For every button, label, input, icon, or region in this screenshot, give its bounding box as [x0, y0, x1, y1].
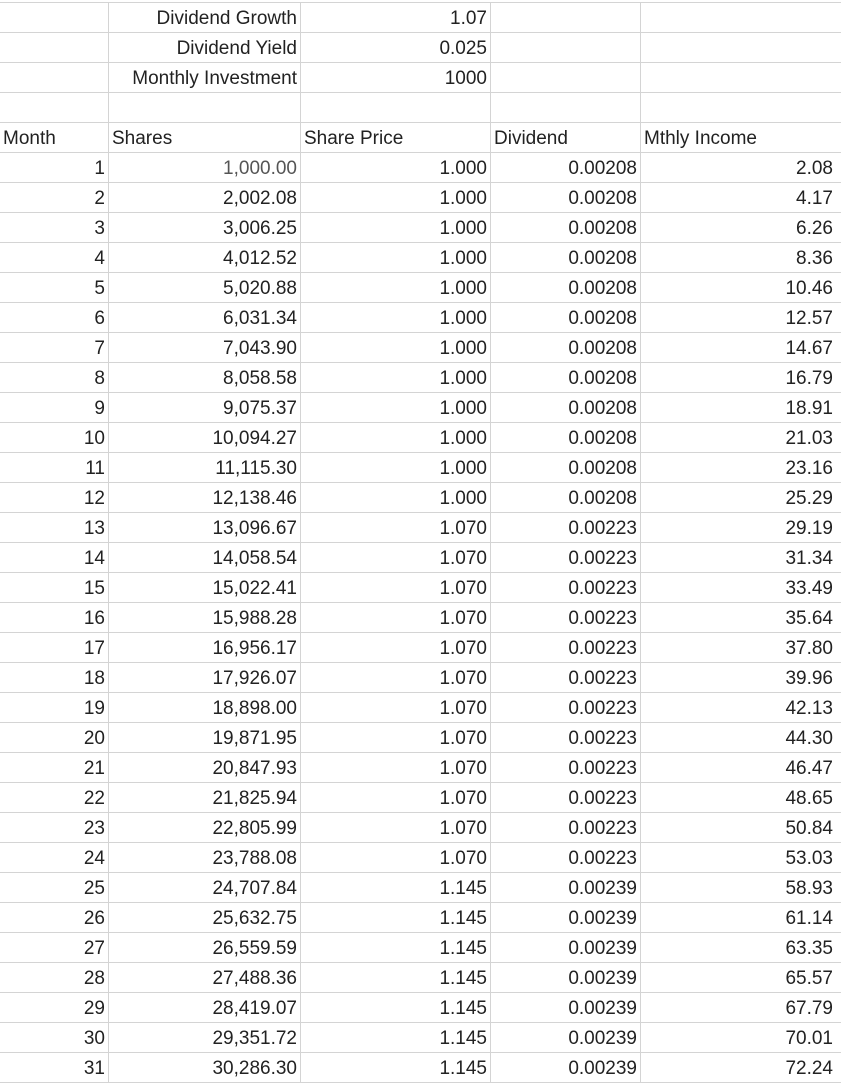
dividend-cell[interactable]: 0.00208 [491, 393, 641, 422]
share-price-cell[interactable]: 1.000 [301, 273, 491, 302]
month-cell[interactable]: 19 [0, 693, 109, 722]
header-share-price[interactable]: Share Price [301, 123, 491, 152]
table-row [0, 813, 841, 843]
shares-cell[interactable]: 1,000.00 [109, 153, 301, 182]
table-row [0, 423, 841, 453]
empty-cell[interactable] [301, 93, 491, 122]
dividend-cell[interactable]: 0.00208 [491, 423, 641, 452]
shares-cell[interactable]: 5,020.88 [109, 273, 301, 302]
share-price-cell[interactable]: 1.000 [301, 483, 491, 512]
table-row [0, 573, 841, 603]
empty-cell[interactable] [641, 33, 836, 62]
shares-cell[interactable]: 30,286.30 [109, 1053, 301, 1082]
table-row [0, 363, 841, 393]
month-cell[interactable]: 20 [0, 723, 109, 752]
dividend-cell[interactable]: 0.00208 [491, 153, 641, 182]
month-cell[interactable]: 9 [0, 393, 109, 422]
shares-cell[interactable]: 26,559.59 [109, 933, 301, 962]
month-cell[interactable]: 3 [0, 213, 109, 242]
table-row [0, 183, 841, 213]
month-cell[interactable]: 2 [0, 183, 109, 212]
mthly-income-cell[interactable]: 48.65 [785, 788, 833, 809]
table-row [0, 723, 841, 753]
month-cell[interactable]: 26 [0, 903, 109, 932]
dividend-cell[interactable]: 0.00208 [491, 213, 641, 242]
month-cell[interactable]: 7 [0, 333, 109, 362]
empty-cell[interactable] [641, 63, 836, 92]
dividend-cell[interactable]: 0.00239 [491, 993, 641, 1022]
share-price-cell[interactable]: 1.000 [301, 153, 491, 182]
share-price-cell[interactable]: 1.000 [301, 393, 491, 422]
shares-cell[interactable]: 20,847.93 [109, 753, 301, 782]
mthly-income-cell[interactable]: 53.03 [785, 848, 833, 869]
param-label-cell[interactable]: Monthly Investment [109, 63, 301, 92]
shares-cell[interactable]: 10,094.27 [109, 423, 301, 452]
table-row [0, 963, 841, 993]
dividend-cell[interactable]: 0.00223 [491, 783, 641, 812]
dividend-cell[interactable]: 0.00223 [491, 543, 641, 572]
dividend-cell[interactable]: 0.00223 [491, 603, 641, 632]
month-cell[interactable]: 31 [0, 1053, 109, 1082]
share-price-cell[interactable]: 1.145 [301, 933, 491, 962]
mthly-income-cell[interactable]: 10.46 [785, 278, 833, 299]
share-price-cell[interactable]: 1.070 [301, 693, 491, 722]
mthly-income-cell[interactable]: 12.57 [785, 308, 833, 329]
dividend-cell[interactable]: 0.00208 [491, 303, 641, 332]
param-label-cell[interactable]: Dividend Yield [109, 33, 301, 62]
mthly-income-cell[interactable]: 46.47 [785, 758, 833, 779]
month-cell[interactable]: 1 [0, 153, 109, 182]
month-cell[interactable]: 11 [0, 453, 109, 482]
month-cell[interactable]: 8 [0, 363, 109, 392]
share-price-cell[interactable]: 1.070 [301, 783, 491, 812]
shares-cell[interactable]: 2,002.08 [109, 183, 301, 212]
mthly-income-cell[interactable]: 23.16 [785, 458, 833, 479]
mthly-income-cell[interactable]: 67.79 [785, 998, 833, 1019]
mthly-income-cell[interactable]: 6.26 [796, 218, 833, 239]
table-row [0, 693, 841, 723]
share-price-cell[interactable]: 1.070 [301, 663, 491, 692]
month-cell[interactable]: 15 [0, 573, 109, 602]
month-cell[interactable]: 22 [0, 783, 109, 812]
share-price-cell[interactable]: 1.070 [301, 543, 491, 572]
table-row [0, 903, 841, 933]
mthly-income-cell[interactable]: 16.79 [785, 368, 833, 389]
share-price-cell[interactable]: 1.000 [301, 333, 491, 362]
blank-row [0, 93, 841, 123]
share-price-cell[interactable]: 1.070 [301, 633, 491, 662]
mthly-income-cell[interactable]: 18.91 [785, 398, 833, 419]
data-rows [0, 153, 841, 1083]
share-price-cell[interactable]: 1.145 [301, 993, 491, 1022]
shares-cell[interactable]: 22,805.99 [109, 813, 301, 842]
mthly-income-cell[interactable]: 29.19 [785, 518, 833, 539]
mthly-income-cell[interactable]: 31.34 [785, 548, 833, 569]
empty-cell[interactable] [641, 93, 836, 122]
dividend-cell[interactable]: 0.00208 [491, 483, 641, 512]
share-price-cell[interactable]: 1.070 [301, 813, 491, 842]
shares-cell[interactable]: 24,707.84 [109, 873, 301, 902]
dividend-cell[interactable]: 0.00239 [491, 903, 641, 932]
shares-cell[interactable]: 15,988.28 [109, 603, 301, 632]
dividend-cell[interactable]: 0.00223 [491, 843, 641, 872]
share-price-cell[interactable]: 1.070 [301, 843, 491, 872]
shares-cell[interactable]: 4,012.52 [109, 243, 301, 272]
dividend-cell[interactable]: 0.00239 [491, 963, 641, 992]
empty-cell[interactable] [109, 93, 301, 122]
dividend-cell[interactable]: 0.00239 [491, 1023, 641, 1052]
month-cell[interactable]: 25 [0, 873, 109, 902]
table-row [0, 243, 841, 273]
table-row [0, 843, 841, 873]
share-price-cell[interactable]: 1.070 [301, 573, 491, 602]
month-cell[interactable]: 6 [0, 303, 109, 332]
share-price-cell[interactable]: 1.000 [301, 363, 491, 392]
month-cell[interactable]: 30 [0, 1023, 109, 1052]
table-row [0, 603, 841, 633]
shares-cell[interactable]: 27,488.36 [109, 963, 301, 992]
shares-cell[interactable]: 8,058.58 [109, 363, 301, 392]
empty-cell[interactable] [491, 93, 641, 122]
header-shares[interactable]: Shares [109, 123, 301, 152]
dividend-cell[interactable]: 0.00208 [491, 243, 641, 272]
share-price-cell[interactable]: 1.070 [301, 723, 491, 752]
month-cell[interactable]: 12 [0, 483, 109, 512]
table-row [0, 933, 841, 963]
header-month[interactable]: Month [0, 123, 109, 152]
empty-cell[interactable] [0, 3, 109, 32]
shares-cell[interactable]: 14,058.54 [109, 543, 301, 572]
table-row [0, 543, 841, 573]
month-cell[interactable]: 10 [0, 423, 109, 452]
table-row [0, 213, 841, 243]
shares-cell[interactable]: 13,096.67 [109, 513, 301, 542]
shares-cell[interactable]: 19,871.95 [109, 723, 301, 752]
shares-cell[interactable]: 6,031.34 [109, 303, 301, 332]
table-row [0, 453, 841, 483]
month-cell[interactable]: 14 [0, 543, 109, 572]
mthly-income-cell[interactable]: 65.57 [785, 968, 833, 989]
mthly-income-cell[interactable]: 37.80 [785, 638, 833, 659]
empty-cell[interactable] [641, 3, 836, 32]
table-row [0, 273, 841, 303]
mthly-income-cell[interactable]: 44.30 [785, 728, 833, 749]
shares-cell[interactable]: 21,825.94 [109, 783, 301, 812]
share-price-cell[interactable]: 1.145 [301, 873, 491, 902]
mthly-income-cell[interactable]: 25.29 [785, 488, 833, 509]
shares-cell[interactable]: 12,138.46 [109, 483, 301, 512]
table-row [0, 633, 841, 663]
table-row [0, 753, 841, 783]
spreadsheet-grid [0, 2, 841, 1083]
table-row [0, 333, 841, 363]
shares-cell[interactable]: 29,351.72 [109, 1023, 301, 1052]
param-row-dividend-growth [0, 3, 841, 33]
share-price-cell[interactable]: 1.000 [301, 453, 491, 482]
table-row [0, 513, 841, 543]
empty-cell[interactable] [0, 63, 109, 92]
param-value-cell[interactable]: 1.07 [301, 3, 491, 32]
share-price-cell[interactable]: 1.000 [301, 303, 491, 332]
table-row [0, 783, 841, 813]
month-cell[interactable]: 24 [0, 843, 109, 872]
month-cell[interactable]: 18 [0, 663, 109, 692]
table-row [0, 873, 841, 903]
shares-cell[interactable]: 25,632.75 [109, 903, 301, 932]
dividend-cell[interactable]: 0.00208 [491, 333, 641, 362]
table-row [0, 153, 841, 183]
mthly-income-cell[interactable]: 21.03 [785, 428, 833, 449]
share-price-cell[interactable]: 1.000 [301, 423, 491, 452]
dividend-cell[interactable]: 0.00223 [491, 723, 641, 752]
dividend-cell[interactable]: 0.00239 [491, 1053, 641, 1082]
month-cell[interactable]: 21 [0, 753, 109, 782]
mthly-income-cell[interactable]: 33.49 [785, 578, 833, 599]
empty-cell[interactable] [0, 33, 109, 62]
mthly-income-cell[interactable]: 61.14 [785, 908, 833, 929]
mthly-income-cell[interactable]: 35.64 [785, 608, 833, 629]
share-price-cell[interactable]: 1.145 [301, 903, 491, 932]
shares-cell[interactable]: 3,006.25 [109, 213, 301, 242]
empty-cell[interactable] [491, 33, 641, 62]
table-row [0, 483, 841, 513]
shares-cell[interactable]: 16,956.17 [109, 633, 301, 662]
table-row [0, 993, 841, 1023]
dividend-cell[interactable]: 0.00208 [491, 183, 641, 212]
shares-cell[interactable]: 15,022.41 [109, 573, 301, 602]
dividend-cell[interactable]: 0.00223 [491, 663, 641, 692]
table-row [0, 1053, 841, 1083]
mthly-income-cell[interactable]: 58.93 [785, 878, 833, 899]
mthly-income-cell[interactable]: 8.36 [796, 248, 833, 269]
shares-cell[interactable]: 11,115.30 [109, 453, 301, 482]
month-cell[interactable]: 27 [0, 933, 109, 962]
month-cell[interactable]: 17 [0, 633, 109, 662]
shares-cell[interactable]: 23,788.08 [109, 843, 301, 872]
dividend-cell[interactable]: 0.00223 [491, 753, 641, 782]
month-cell[interactable]: 28 [0, 963, 109, 992]
share-price-cell[interactable]: 1.145 [301, 1023, 491, 1052]
mthly-income-cell[interactable]: 63.35 [785, 938, 833, 959]
header-row [0, 123, 841, 153]
mthly-income-cell[interactable]: 4.17 [796, 188, 833, 209]
dividend-cell[interactable]: 0.00239 [491, 933, 641, 962]
month-cell[interactable]: 23 [0, 813, 109, 842]
dividend-cell[interactable]: 0.00223 [491, 573, 641, 602]
mthly-income-cell[interactable]: 70.01 [785, 1028, 833, 1049]
dividend-cell[interactable]: 0.00223 [491, 693, 641, 722]
share-price-cell[interactable]: 1.000 [301, 213, 491, 242]
share-price-cell[interactable]: 1.000 [301, 183, 491, 212]
month-cell[interactable]: 4 [0, 243, 109, 272]
param-row-monthly-investment [0, 63, 841, 93]
shares-cell[interactable]: 18,898.00 [109, 693, 301, 722]
param-value-cell[interactable]: 1000 [301, 63, 491, 92]
shares-cell[interactable]: 28,419.07 [109, 993, 301, 1022]
param-label-cell[interactable]: Dividend Growth [109, 3, 301, 32]
header-dividend[interactable]: Dividend [491, 123, 641, 152]
empty-cell[interactable] [491, 63, 641, 92]
mthly-income-cell[interactable]: 72.24 [785, 1058, 833, 1079]
shares-cell[interactable]: 9,075.37 [109, 393, 301, 422]
share-price-cell[interactable]: 1.145 [301, 963, 491, 992]
shares-cell[interactable]: 17,926.07 [109, 663, 301, 692]
table-row [0, 1023, 841, 1053]
table-row [0, 663, 841, 693]
param-value-cell[interactable]: 0.025 [301, 33, 491, 62]
dividend-cell[interactable]: 0.00208 [491, 453, 641, 482]
dividend-cell[interactable]: 0.00208 [491, 273, 641, 302]
table-row [0, 393, 841, 423]
dividend-cell[interactable]: 0.00223 [491, 813, 641, 842]
share-price-cell[interactable]: 1.070 [301, 513, 491, 542]
month-cell[interactable]: 29 [0, 993, 109, 1022]
mthly-income-cell[interactable]: 50.84 [785, 818, 833, 839]
mthly-income-cell[interactable]: 42.13 [785, 698, 833, 719]
mthly-income-cell[interactable]: 2.08 [796, 158, 833, 179]
dividend-cell[interactable]: 0.00223 [491, 633, 641, 662]
month-cell[interactable]: 16 [0, 603, 109, 632]
share-price-cell[interactable]: 1.145 [301, 1053, 491, 1082]
table-row [0, 303, 841, 333]
mthly-income-cell[interactable]: 39.96 [785, 668, 833, 689]
mthly-income-cell[interactable]: 14.67 [785, 338, 833, 359]
empty-cell[interactable] [0, 93, 109, 122]
share-price-cell[interactable]: 1.070 [301, 753, 491, 782]
empty-cell[interactable] [491, 3, 641, 32]
dividend-cell[interactable]: 0.00239 [491, 873, 641, 902]
dividend-cell[interactable]: 0.00223 [491, 513, 641, 542]
share-price-cell[interactable]: 1.070 [301, 603, 491, 632]
share-price-cell[interactable]: 1.000 [301, 243, 491, 272]
month-cell[interactable]: 13 [0, 513, 109, 542]
header-mthly-income[interactable]: Mthly Income [644, 128, 757, 149]
shares-cell[interactable]: 7,043.90 [109, 333, 301, 362]
month-cell[interactable]: 5 [0, 273, 109, 302]
param-row-dividend-yield [0, 33, 841, 63]
dividend-cell[interactable]: 0.00208 [491, 363, 641, 392]
